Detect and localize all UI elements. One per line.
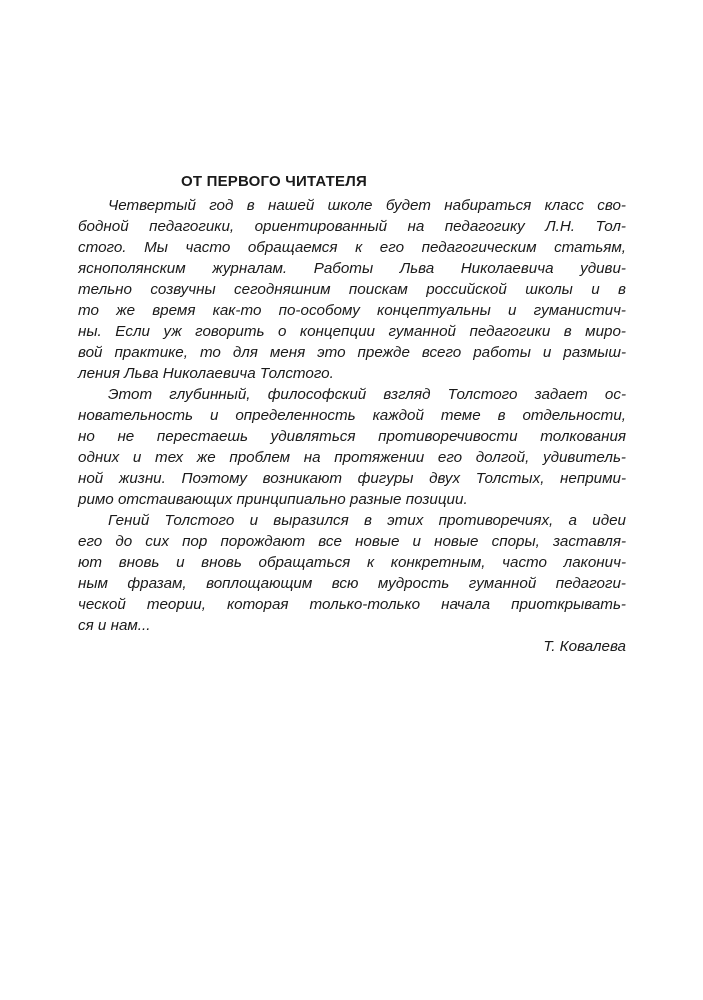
text-line: Этот глубинный, философский взгляд Толстого задает ос- — [108, 386, 626, 403]
author-signature: Т. Ковалева — [543, 638, 626, 655]
text-line: то же время как-то по-особому концептуальны и гуманистич- — [78, 302, 626, 319]
text-line: Гений Толстого и выразился в этих противоречиях, а идеи — [108, 512, 626, 529]
text-line: стого. Мы часто обращаемся к его педагогическим статьям, — [78, 239, 626, 256]
text-line: новательность и определенность каждой теме в отдельности, — [78, 407, 626, 424]
text-line: одних и тех же проблем на протяжении его долгой, удивитель- — [78, 449, 626, 466]
text-line: ют вновь и вновь обращаться к конкретным, часто лаконич- — [78, 554, 626, 571]
text-line: ления Льва Николаевича Толстого. — [78, 365, 334, 382]
text-line: бодной педагогики, ориентированный на педагогику Л.Н. Тол- — [78, 218, 626, 235]
text-line: ческой теории, которая только-только начала приоткрывать- — [78, 596, 626, 613]
text-line: яснополянским журналам. Работы Льва Николаевича удиви- — [78, 260, 626, 277]
text-line: тельно созвучны сегодняшним поискам российской школы и в — [78, 281, 626, 298]
text-line: вой практике, то для меня это прежде всего работы и размыш- — [78, 344, 626, 361]
text-line: ной жизни. Поэтому возникают фигуры двух Толстых, неприми- — [78, 470, 626, 487]
text-line: ным фразам, воплощающим всю мудрость гуманной педагоги- — [78, 575, 626, 592]
text-line: но не перестаешь удивляться противоречивости толкования — [78, 428, 626, 445]
text-line: Четвертый год в нашей школе будет набираться класс сво- — [108, 197, 626, 214]
text-line: римо отстаивающих принципиально разные позиции. — [78, 491, 468, 508]
section-heading: ОТ ПЕРВОГО ЧИТАТЕЛЯ — [181, 173, 367, 190]
text-line: ны. Если уж говорить о концепции гуманной педагогики в миро- — [78, 323, 626, 340]
text-line: ся и нам... — [78, 617, 151, 634]
text-line: его до сих пор порождают все новые и новые споры, заставля- — [78, 533, 626, 550]
